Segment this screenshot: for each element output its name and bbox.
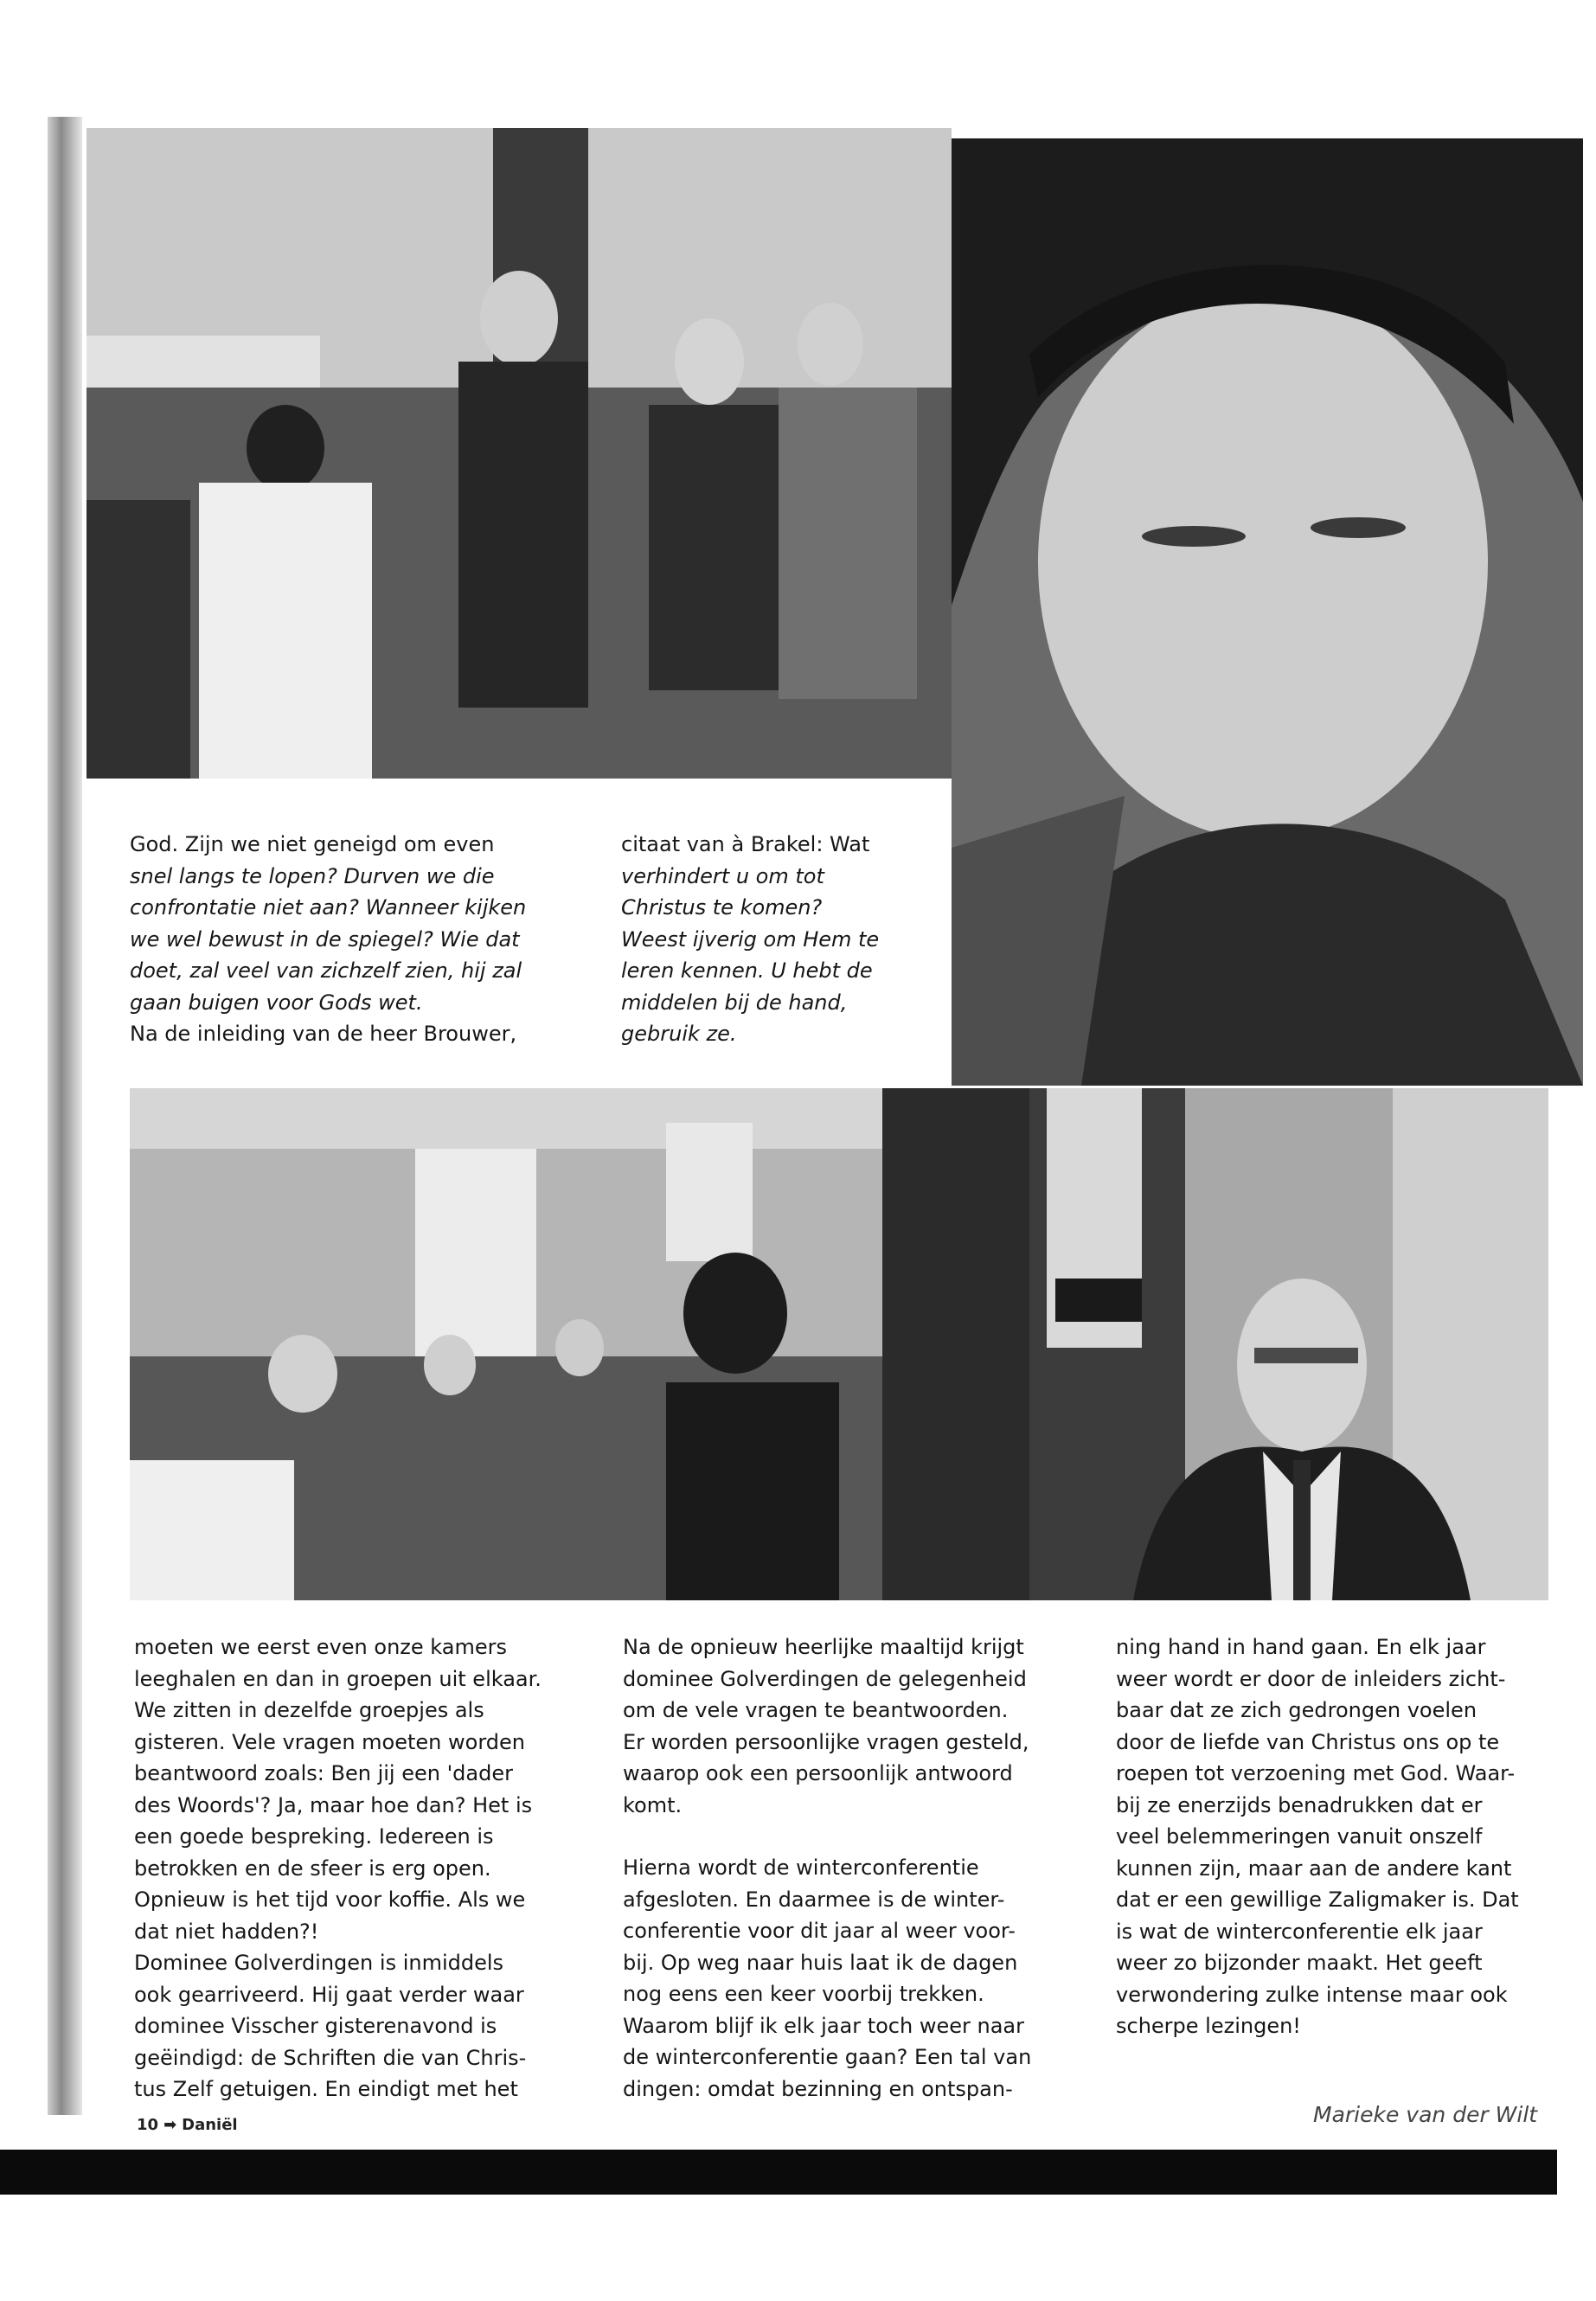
body-line: verwondering zulke intense maar ook bbox=[1116, 1982, 1508, 2007]
body-line: dominee Golverdingen de gelegenheid bbox=[623, 1666, 1027, 1691]
body-line: gisteren. Vele vragen moeten worden bbox=[134, 1729, 525, 1754]
intro-line: God. Zijn we niet geneigd om even bbox=[130, 832, 495, 856]
portrait-photo bbox=[952, 138, 1583, 1086]
body-line: Waarom blijf ik elk jaar toch weer naar bbox=[623, 2013, 1024, 2038]
body-line: roepen tot verzoening met God. Waar- bbox=[1116, 1761, 1516, 1785]
body-line: veel belemmeringen vanuit onszelf bbox=[1116, 1824, 1483, 1849]
paragraph-gap bbox=[623, 1821, 1094, 1852]
scan-bottom-edge bbox=[0, 2150, 1557, 2195]
magazine-name: Daniël bbox=[182, 2116, 238, 2134]
hall-photo bbox=[130, 1088, 1029, 1600]
body-line: Er worden persoonlijke vragen gesteld, bbox=[623, 1729, 1029, 1754]
intro-line: Na de inleiding van de heer Brouwer, bbox=[130, 1022, 517, 1046]
arrow-icon: ➡ bbox=[163, 2116, 177, 2134]
intro-line: gaan buigen voor Gods wet. bbox=[130, 990, 423, 1015]
intro-line: we wel bewust in de spiegel? Wie dat bbox=[130, 926, 520, 952]
article-column-2 bbox=[623, 1631, 1094, 2105]
body-line: conferentie voor dit jaar al weer voor- bbox=[623, 1919, 1016, 1943]
quote-line: Christus te komen? bbox=[621, 895, 823, 920]
quote-line: verhindert u om tot bbox=[621, 863, 824, 888]
body-line: geëindigd: de Schriften die van Chris- bbox=[134, 2045, 527, 2070]
crowd-photo bbox=[87, 128, 952, 779]
article-column-3 bbox=[1116, 1631, 1579, 2042]
author-signature: Marieke van der Wilt bbox=[1313, 2102, 1538, 2127]
body-line: dat er een gewillige Zaligmaker is. Dat bbox=[1116, 1888, 1519, 1912]
body-line: weer zo bijzonder maakt. Het geeft bbox=[1116, 1951, 1483, 1975]
body-line: een goede bespreking. Iedereen is bbox=[134, 1824, 494, 1849]
body-line: Dominee Golverdingen is inmiddels bbox=[134, 1951, 504, 1975]
body-line: door de liefde van Christus ons op te bbox=[1116, 1729, 1500, 1754]
page-number: 10 bbox=[137, 2116, 159, 2134]
body-line: bij ze enerzijds benadrukken dat er bbox=[1116, 1792, 1483, 1817]
article-column-1 bbox=[134, 1631, 601, 2106]
quote-line: middelen bij de hand, bbox=[621, 990, 848, 1015]
hall-photo-image bbox=[130, 1088, 1029, 1600]
body-line: de winterconferentie gaan? Een tal van bbox=[623, 2045, 1032, 2069]
speaker-photo-image bbox=[1029, 1088, 1548, 1600]
body-line: is wat de winterconferentie elk jaar bbox=[1116, 1919, 1483, 1944]
intro-line: snel langs te lopen? Durven we die bbox=[130, 863, 495, 888]
intro-line: confrontatie niet aan? Wanneer kijken bbox=[130, 895, 527, 920]
body-line: kunnen zijn, maar aan de andere kant bbox=[1116, 1856, 1512, 1881]
body-line: bij. Op weg naar huis laat ik de dagen bbox=[623, 1950, 1018, 1975]
quote-line: gebruik ze. bbox=[621, 1022, 737, 1046]
body-line: betrokken en de sfeer is erg open. bbox=[134, 1856, 491, 1881]
quote-line: Weest ijverig om Hem te bbox=[621, 926, 880, 952]
body-line: nog eens een keer voorbij trekken. bbox=[623, 1982, 984, 2006]
intro-line: doet, zal veel van zichzelf zien, hij zal bbox=[130, 958, 522, 983]
body-line: Hierna wordt de winterconferentie bbox=[623, 1856, 979, 1880]
body-line: ning hand in hand gaan. En elk jaar bbox=[1116, 1635, 1486, 1659]
body-line: ook gearriveerd. Hij gaat verder waar bbox=[134, 1982, 524, 2007]
body-line: moeten we eerst even onze kamers bbox=[134, 1635, 507, 1659]
portrait-photo-image bbox=[952, 138, 1583, 1086]
body-line: waarop ook een persoonlijk antwoord bbox=[623, 1761, 1013, 1785]
body-line: komt. bbox=[623, 1792, 683, 1817]
body-line: tus Zelf getuigen. En eindigt met het bbox=[134, 2077, 518, 2101]
body-line: leeghalen en dan in groepen uit elkaar. bbox=[134, 1666, 542, 1691]
quote-line: leren kennen. U hebt de bbox=[621, 958, 873, 983]
intro-text-left bbox=[130, 829, 580, 1050]
body-line: scherpe lezingen! bbox=[1116, 2014, 1301, 2038]
body-line: dingen: omdat bezinning en ontspan- bbox=[623, 2076, 1013, 2101]
body-line: We zitten in dezelfde groepjes als bbox=[134, 1698, 484, 1722]
body-line: des Woords'? Ja, maar hoe dan? Het is bbox=[134, 1792, 533, 1817]
body-line: Na de opnieuw heerlijke maaltijd krijgt bbox=[623, 1635, 1024, 1659]
body-line: afgesloten. En daarmee is de winter- bbox=[623, 1887, 1005, 1912]
body-line: Opnieuw is het tijd voor koffie. Als we bbox=[134, 1888, 526, 1912]
body-line: weer wordt er door de inleiders zicht- bbox=[1116, 1666, 1506, 1691]
page-spine-shadow bbox=[48, 117, 82, 2115]
body-line: dominee Visscher gisterenavond is bbox=[134, 2014, 497, 2038]
page-folio bbox=[137, 2116, 238, 2134]
body-line: om de vele vragen te beantwoorden. bbox=[623, 1698, 1009, 1722]
quote-line: citaat van à Brakel: Wat bbox=[621, 832, 870, 856]
body-line: baar dat ze zich gedrongen voelen bbox=[1116, 1698, 1477, 1722]
speaker-photo bbox=[1029, 1088, 1548, 1600]
quote-text bbox=[621, 829, 950, 1050]
body-line: beantwoord zoals: Ben jij een 'dader bbox=[134, 1761, 513, 1785]
body-line: dat niet hadden?! bbox=[134, 1919, 319, 1944]
crowd-photo-image bbox=[87, 128, 952, 779]
